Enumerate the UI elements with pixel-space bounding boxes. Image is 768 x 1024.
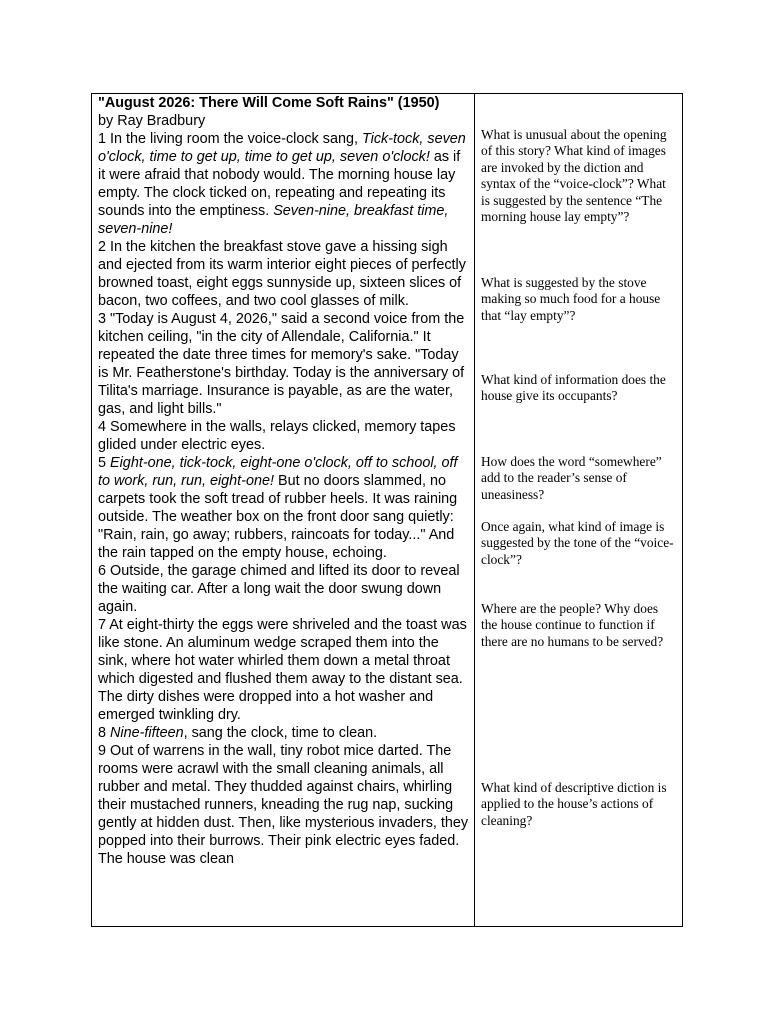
- paragraph-3: 3 "Today is August 4, 2026," said a second voice from the kitchen ceiling, "in the city of Allendale, California." It repeated the date three times for memory's sake. "Today is Mr. Featherstone's birthday. Today is the anniversary of Tilita's marriage. Insurance is payable, as are the water, gas, and light bills.": [98, 311, 465, 417]
- paragraph-9: 9 Out of warrens in the wall, tiny robot mice darted. The rooms were acrawl with the small cleaning animals, all rubber and metal. They thudded against chairs, whirling their mustached runners, kneading the rug nap, sucking gently at hidden dust. Then, like mysterious invaders, they popped into their burrows. Their pink electric eyes faded. The house was clean: [98, 743, 469, 867]
- question-3: What kind of information does the house give its occupants?: [481, 372, 666, 404]
- story-title: "August 2026: There Will Come Soft Rains" (1950): [98, 95, 440, 111]
- paragraph-6: 6 Outside, the garage chimed and lifted its door to reveal the waiting car. After a long wait the door swung down again.: [98, 563, 460, 615]
- story-text-column: [92, 94, 475, 926]
- paragraph-5: 5 Eight-one, tick-tock, eight-one o'clock, off to school, off to work, run, run, eight-one! But no doors slammed, no carpets took the soft tread of rubber heels. It was raining outside. The weather box on the front door sang quietly: "Rain, rain, go away; rubbers, raincoats for today..." And the rain tapped on the empty house, echoing.: [98, 455, 458, 561]
- paragraph-1: 1 In the living room the voice-clock sang, Tick-tock, seven o'clock, time to get up, time to get up, seven o'clock! as if it were afraid that nobody would. The morning house lay empty. The clock ticked on, repeating and repeating its sounds into the emptiness. Seven-nine, breakfast time, seven-nine!: [98, 131, 466, 237]
- question-1: What is unusual about the opening of this story? What kind of images are invoked by the diction and syntax of the “voice-clock”? What is suggested by the sentence “The morning house lay empty”?: [481, 127, 667, 225]
- questions-column: [475, 94, 682, 926]
- question-4: How does the word “somewhere” add to the reader’s sense of uneasiness?: [481, 454, 662, 502]
- paragraph-4: 4 Somewhere in the walls, relays clicked, memory tapes glided under electric eyes.: [98, 419, 456, 453]
- paragraph-2: 2 In the kitchen the breakfast stove gave a hissing sigh and ejected from its warm interior eight pieces of perfectly browned toast, eight eggs sunnyside up, sixteen slices of bacon, two coffees, and two cool glasses of milk.: [98, 239, 466, 309]
- paragraph-8: 8 Nine-fifteen, sang the clock, time to clean.: [98, 725, 378, 741]
- question-2: What is suggested by the stove making so much food for a house that “lay empty”?: [481, 275, 661, 323]
- question-6: Where are the people? Why does the house continue to function if there are no humans to be served?: [481, 601, 664, 649]
- question-7: What kind of descriptive diction is applied to the house’s actions of cleaning?: [481, 780, 667, 828]
- annotation-table: [91, 93, 683, 927]
- story-author: by Ray Bradbury: [98, 113, 206, 129]
- paragraph-7: 7 At eight-thirty the eggs were shriveled and the toast was like stone. An aluminum wedge scraped them into the sink, where hot water whirled them down a metal throat which digested and flushed them away to the distant sea. The dirty dishes were dropped into a hot washer and emerged twinkling dry.: [98, 617, 467, 723]
- question-5: Once again, what kind of image is suggested by the tone of the “voice-clock”?: [481, 519, 674, 567]
